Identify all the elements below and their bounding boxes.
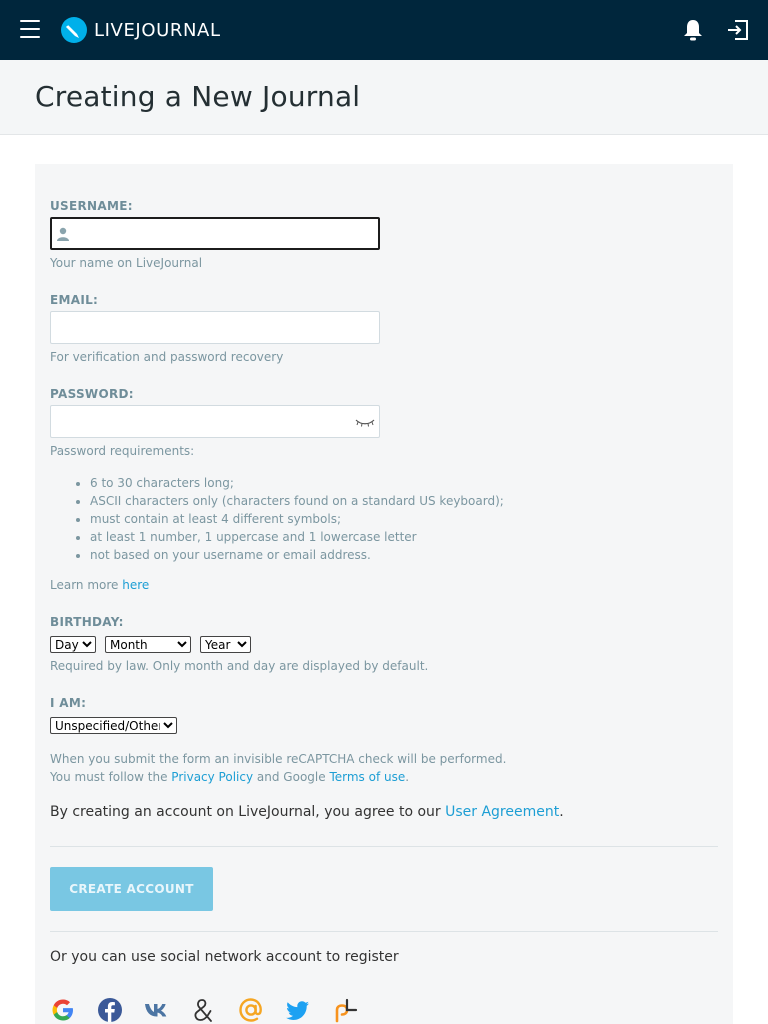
user-agreement-notice [50,804,564,820]
birthday-year-select[interactable] [200,636,251,653]
learn-more-link[interactable]: here [122,578,150,592]
learn-more-text [50,578,149,592]
divider [50,846,718,847]
username-hint: Your name on LiveJournal [50,256,203,270]
show-password-eye-icon[interactable] [355,417,375,427]
password-label: PASSWORD: [50,387,134,401]
requirement-item: • 6 to 30 characters long; [90,474,504,492]
email-label: EMAIL: [50,293,99,307]
policy-suffix: . [405,770,410,784]
privacy-policy-link[interactable]: Privacy Policy [171,770,254,784]
google-icon[interactable] [50,997,76,1023]
ampersand-icon[interactable] [191,997,217,1023]
email-input[interactable] [50,311,380,344]
birthday-day-select[interactable] [50,636,96,653]
logo-text: LIVEJOURNAL [94,19,221,41]
birthday-hint: Required by law. Only month and day are displayed by default. [50,659,429,673]
birthday-month-select[interactable] [105,636,191,653]
gender-select[interactable] [50,717,177,734]
policy-prefix: You must follow the [50,770,168,784]
divider [50,931,718,932]
livejournal-logo[interactable] [60,14,221,46]
password-requirements-title: Password requirements: [50,444,195,458]
requirement-item: • not based on your username or email address. [90,546,504,564]
learn-more-prefix: Learn more [50,578,119,592]
recaptcha-notice: When you submit the form an invisible reCAPTCHA check will be performed. [50,752,507,766]
requirement-item: • at least 1 number, 1 uppercase and 1 lowercase letter [90,528,504,546]
agreement-suffix: . [559,804,564,820]
create-account-button[interactable]: CREATE ACCOUNT [50,867,213,911]
username-input[interactable] [50,217,380,250]
login-icon[interactable] [726,18,750,42]
mailru-icon[interactable] [238,997,264,1023]
gender-label: I AM: [50,696,87,710]
requirement-item: • must contain at least 4 different symbols; [90,510,504,528]
bell-icon[interactable] [682,18,704,42]
agreement-prefix: By creating an account on LiveJournal, you agree to our [50,804,441,820]
requirement-item: • ASCII characters only (characters found on a standard US keyboard); [90,492,504,510]
twitter-icon[interactable] [285,997,311,1023]
password-requirements-list [90,474,504,564]
top-navigation-bar [0,0,768,60]
policy-notice [50,770,409,784]
terms-of-use-link[interactable]: Terms of use [329,770,406,784]
password-input[interactable] [50,405,380,438]
menu-icon[interactable] [20,20,40,40]
social-register-title: Or you can use social network account to register [50,949,399,965]
policy-middle: and Google [256,770,326,784]
page-title: Creating a New Journal [35,80,361,113]
vk-icon[interactable] [144,997,170,1023]
page-header [0,60,768,135]
username-label: USERNAME: [50,199,133,213]
facebook-icon[interactable] [97,997,123,1023]
birthday-label: BIRTHDAY: [50,615,124,629]
livejournal-pencil-icon [60,16,88,44]
email-hint: For verification and password recovery [50,350,284,364]
user-icon [56,227,70,241]
odnoklassniki-icon[interactable] [332,997,358,1023]
user-agreement-link[interactable]: User Agreement [445,804,560,820]
